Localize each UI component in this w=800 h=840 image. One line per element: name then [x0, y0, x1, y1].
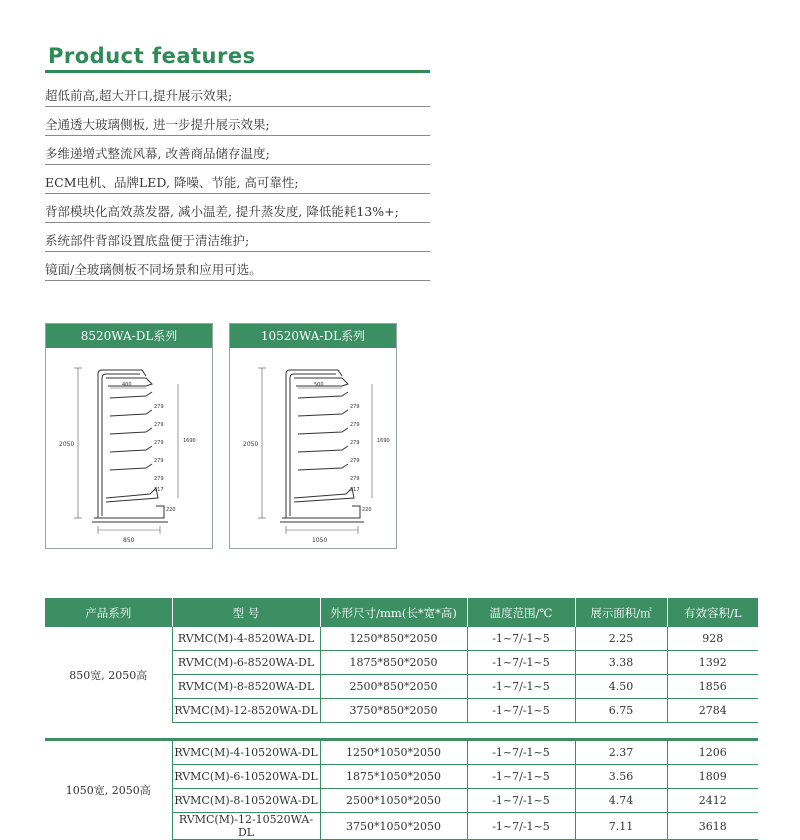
series-cell: 1050宽, 2050高 — [45, 740, 172, 840]
size-cell: 3750*1050*2050 — [320, 813, 467, 840]
dim-shelf-depth: 400 — [122, 382, 132, 388]
area-cell: 4.74 — [575, 789, 667, 813]
dim-width: 1050 — [312, 537, 328, 544]
size-cell: 1250*850*2050 — [320, 627, 467, 651]
area-cell: 7.11 — [575, 813, 667, 840]
col-header: 外形尺寸/mm(长*宽*高) — [320, 598, 467, 627]
area-cell: 2.37 — [575, 740, 667, 765]
temp-cell: -1~7/-1~5 — [467, 765, 575, 789]
area-cell: 6.75 — [575, 699, 667, 723]
dim-height: 2050 — [243, 441, 259, 448]
diagram-card-10520 — [229, 323, 397, 549]
col-header: 有效容积/L — [667, 598, 758, 627]
dim-spacing: 279 — [154, 476, 164, 482]
model-cell: RVMC(M)-8-10520WA-DL — [172, 789, 320, 813]
cabinet-profile-diagram — [46, 348, 212, 548]
size-cell: 2500*850*2050 — [320, 675, 467, 699]
feature-item: 多维递增式整流风幕, 改善商品储存温度; — [45, 136, 430, 165]
col-header: 温度范围/℃ — [467, 598, 575, 627]
model-cell: RVMC(M)-4-10520WA-DL — [172, 740, 320, 765]
dim-spacing: 279 — [350, 404, 360, 410]
area-cell: 3.56 — [575, 765, 667, 789]
title-underline — [45, 70, 430, 73]
page-title: Product features — [48, 44, 256, 68]
dim-spacing: 279 — [350, 422, 360, 428]
temp-cell: -1~7/-1~5 — [467, 813, 575, 840]
diagram-card-8520 — [45, 323, 213, 549]
area-cell: 4.50 — [575, 675, 667, 699]
model-cell: RVMC(M)-12-8520WA-DL — [172, 699, 320, 723]
volume-cell: 1206 — [667, 740, 758, 765]
model-cell: RVMC(M)-4-8520WA-DL — [172, 627, 320, 651]
feature-item: 超低前高,超大开口,提升展示效果; — [45, 78, 430, 107]
cabinet-profile-diagram — [230, 348, 396, 548]
temp-cell: -1~7/-1~5 — [467, 699, 575, 723]
volume-cell: 1856 — [667, 675, 758, 699]
feature-item: 背部模块化高效蒸发器, 减小温差, 提升蒸发度, 降低能耗13%+; — [45, 194, 430, 223]
size-cell: 3750*850*2050 — [320, 699, 467, 723]
model-cell: RVMC(M)-12-10520WA-DL — [172, 813, 320, 840]
size-cell: 1875*850*2050 — [320, 651, 467, 675]
model-cell: RVMC(M)-8-8520WA-DL — [172, 675, 320, 699]
area-cell: 2.25 — [575, 627, 667, 651]
dim-spacing: 279 — [154, 440, 164, 446]
feature-item: 镜面/全玻璃侧板不同场景和应用可选。 — [45, 252, 430, 281]
volume-cell: 3618 — [667, 813, 758, 840]
table-row — [45, 627, 758, 651]
dim-base: 220 — [166, 507, 176, 513]
shelf-group — [294, 392, 354, 502]
dim-width: 850 — [123, 537, 135, 544]
shelf-group — [106, 392, 158, 502]
dim-base: 220 — [362, 507, 372, 513]
table-header-row — [45, 598, 758, 627]
dim-bottom-gap: 317 — [350, 487, 360, 493]
area-cell: 3.38 — [575, 651, 667, 675]
col-header: 展示面积/㎡ — [575, 598, 667, 627]
model-cell: RVMC(M)-6-8520WA-DL — [172, 651, 320, 675]
size-cell: 2500*1050*2050 — [320, 789, 467, 813]
col-header: 型 号 — [172, 598, 320, 627]
diagram-title: 10520WA-DL系列 — [230, 324, 396, 348]
temp-cell: -1~7/-1~5 — [467, 651, 575, 675]
col-header: 产品系列 — [45, 598, 172, 627]
volume-cell: 928 — [667, 627, 758, 651]
size-cell: 1875*1050*2050 — [320, 765, 467, 789]
dim-bottom-gap: 317 — [154, 487, 164, 493]
series-cell: 850宽, 2050高 — [45, 627, 172, 723]
dim-spacing: 279 — [154, 404, 164, 410]
volume-cell: 2412 — [667, 789, 758, 813]
diagram-title: 8520WA-DL系列 — [46, 324, 212, 348]
temp-cell: -1~7/-1~5 — [467, 740, 575, 765]
dim-spacing: 279 — [350, 440, 360, 446]
model-cell: RVMC(M)-6-10520WA-DL — [172, 765, 320, 789]
dim-spacing: 279 — [350, 458, 360, 464]
temp-cell: -1~7/-1~5 — [467, 675, 575, 699]
group-spacer — [45, 723, 758, 740]
spec-table — [45, 598, 758, 840]
dim-inner-height: 1690 — [377, 438, 390, 444]
dim-spacing: 279 — [154, 422, 164, 428]
size-cell: 1250*1050*2050 — [320, 740, 467, 765]
dim-spacing: 279 — [350, 476, 360, 482]
table-row — [45, 740, 758, 765]
dim-spacing: 279 — [154, 458, 164, 464]
feature-item: 全通透大玻璃侧板, 进一步提升展示效果; — [45, 107, 430, 136]
dim-inner-height: 1690 — [183, 438, 196, 444]
feature-list — [45, 78, 430, 281]
dim-shelf-depth: 500 — [314, 382, 324, 388]
temp-cell: -1~7/-1~5 — [467, 789, 575, 813]
feature-item: ECM电机、品牌LED, 降噪、节能, 高可靠性; — [45, 165, 430, 194]
dim-height: 2050 — [59, 441, 75, 448]
volume-cell: 1392 — [667, 651, 758, 675]
feature-item: 系统部件背部设置底盘便于清洁维护; — [45, 223, 430, 252]
volume-cell: 2784 — [667, 699, 758, 723]
volume-cell: 1809 — [667, 765, 758, 789]
temp-cell: -1~7/-1~5 — [467, 627, 575, 651]
